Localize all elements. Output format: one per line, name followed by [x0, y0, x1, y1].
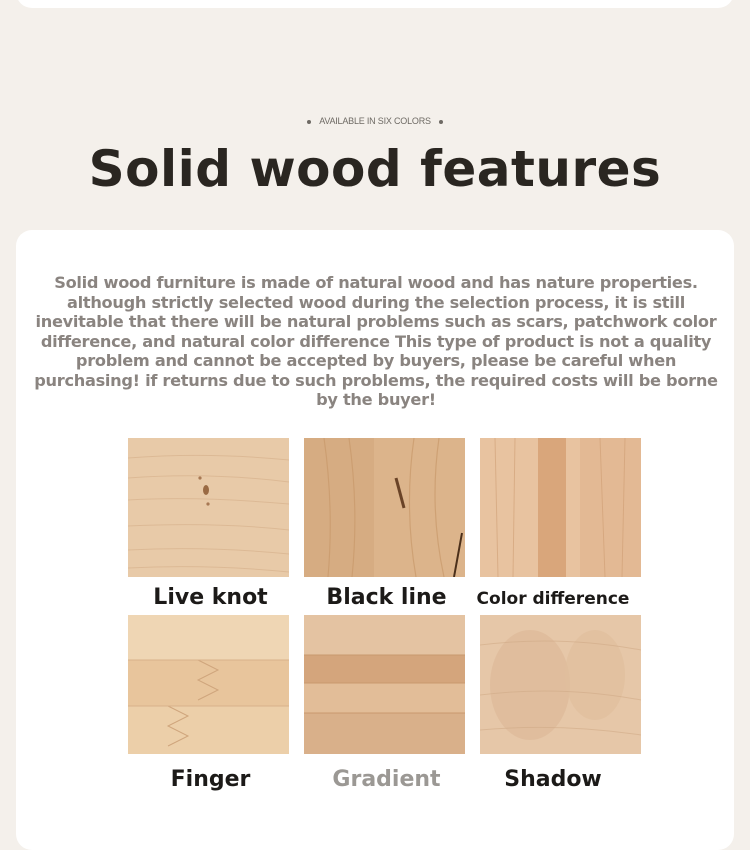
feature-label-finger: Finger [170, 767, 251, 792]
bullet-dot-icon [307, 120, 311, 124]
feature-label-black-line: Black line [326, 585, 447, 610]
top-card-edge [16, 0, 734, 8]
finger-image [128, 615, 289, 754]
shadow-image [480, 615, 641, 754]
live-knot-image [128, 438, 289, 577]
feature-label-color-difference: Color difference [476, 589, 630, 609]
feature-label-gradient: Gradient [332, 767, 441, 792]
black-line-image [304, 438, 465, 577]
feature-label-shadow: Shadow [504, 767, 602, 792]
gradient-image [304, 615, 465, 754]
bullet-dot-icon [439, 120, 443, 124]
section-tag [0, 116, 750, 126]
description-text: Solid wood furniture is made of natural wood and has nature properties. although strictly selected wood during the selection process, it is still inevitable that there will be natural problems such as scars, patchwork color difference, and natural color difference This type of product is not a quality problem and cannot be accepted by buyers, please be careful when purchasing! if returns due to such problems, the required costs will be borne by the buyer! [34, 273, 718, 409]
section-tag-text: AVAILABLE IN SIX COLORS [319, 116, 431, 126]
feature-label-live-knot: Live knot [153, 585, 268, 610]
color-difference-image [480, 438, 641, 577]
page-title: Solid wood features [88, 140, 662, 198]
